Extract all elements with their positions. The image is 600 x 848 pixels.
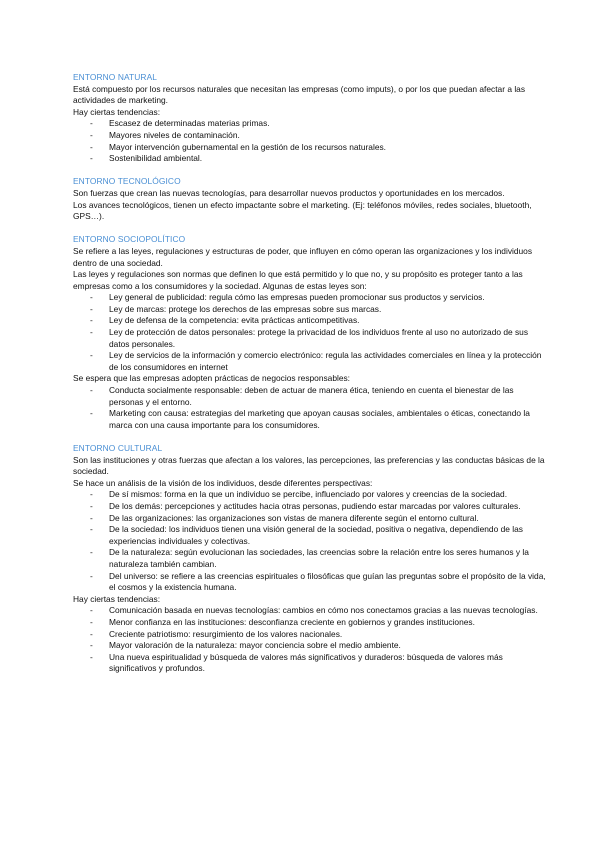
list-item bbox=[73, 292, 550, 304]
paragraph: Se refiere a las leyes, regulaciones y estructuras de poder, que influyen en cómo operan las organizaciones y los individuos dentro de una sociedad. bbox=[73, 245, 533, 268]
list-item-text: Mayor valoración de la naturaleza: mayor conciencia sobre el medio ambiente. bbox=[109, 640, 401, 651]
list-item bbox=[73, 315, 550, 327]
section bbox=[73, 234, 550, 431]
list-item-text: Conducta socialmente responsable: deben de actuar de manera ética, teniendo en cuenta el bienestar de las personas y el entorno. bbox=[109, 385, 514, 407]
paragraph: Está compuesto por los recursos naturales que necesitan las empresas (como imputs), o por los que puedan afectar a las actividades de marketing. bbox=[73, 83, 526, 106]
paragraph: Hay ciertas tendencias: bbox=[73, 593, 161, 604]
list-item bbox=[73, 153, 550, 165]
dash-bullet-icon: - bbox=[90, 628, 93, 639]
dash-bullet-icon: - bbox=[90, 350, 93, 361]
list-item bbox=[73, 501, 550, 513]
section-heading: ENTORNO NATURAL bbox=[73, 72, 158, 82]
dash-bullet-icon: - bbox=[90, 605, 93, 616]
list-item bbox=[73, 408, 550, 431]
list-item bbox=[73, 130, 550, 142]
section bbox=[73, 72, 550, 165]
dash-bullet-icon: - bbox=[90, 118, 93, 129]
dash-bullet-icon: - bbox=[90, 651, 93, 662]
list-item bbox=[73, 142, 550, 154]
list-item-text: De las organizaciones: las organizaciones son vistas de manera diferente según el entorno cultural. bbox=[109, 512, 479, 523]
dash-bullet-icon: - bbox=[90, 500, 93, 511]
dash-bullet-icon: - bbox=[90, 129, 93, 140]
list-item-text: De la naturaleza: según evolucionan las sociedades, las creencias sobre la relación entre los seres humanos y la naturaleza también cambian. bbox=[109, 547, 529, 569]
paragraph: Los avances tecnológicos, tienen un efecto impactante sobre el marketing. (Ej: teléfonos móviles, redes sociales, bluetooth, GPS…). bbox=[73, 199, 532, 222]
section-heading: ENTORNO SOCIOPOLÍTICO bbox=[73, 234, 186, 245]
list-item-text: De la sociedad: los individuos tienen una visión general de la sociedad, positiva o negativa, dependiendo de las experiencias individuales y colectivas. bbox=[109, 524, 523, 546]
dash-bullet-icon: - bbox=[90, 512, 93, 523]
section-heading: ENTORNO CULTURAL bbox=[73, 443, 163, 453]
dash-bullet-icon: - bbox=[90, 524, 93, 535]
list-item bbox=[73, 327, 550, 350]
bullet-list bbox=[73, 292, 550, 373]
list-item-text: Ley de defensa de la competencia: evita prácticas anticompetitivas. bbox=[109, 315, 360, 326]
dash-bullet-icon: - bbox=[90, 408, 93, 419]
list-item-text: Ley de marcas: protege los derechos de las empresas sobre sus marcas. bbox=[109, 303, 382, 314]
list-item-text: Marketing con causa: estrategias del marketing que apoyan causas sociales, ambientales o éticas, conectando la marca con una causa importante para los consumidores. bbox=[109, 408, 530, 430]
list-item-text: Ley general de publicidad: regula cómo las empresas pueden promocionar sus productos y servicios. bbox=[109, 292, 485, 303]
list-item bbox=[73, 350, 550, 373]
list-item bbox=[73, 640, 550, 652]
bullet-list bbox=[73, 605, 550, 675]
list-item bbox=[73, 513, 550, 525]
list-item bbox=[73, 629, 550, 641]
list-item-text: Una nueva espiritualidad y búsqueda de valores más significativos y duraderos: búsqueda de valores más significativos y profundos. bbox=[109, 651, 503, 674]
list-item-text: Ley de servicios de la información y comercio electrónico: regula las actividades comerciales en línea y la protección de los consumidores en internet bbox=[109, 350, 542, 372]
dash-bullet-icon: - bbox=[90, 292, 93, 303]
paragraph: Las leyes y regulaciones son normas que definen lo que está permitido y lo que no, y su propósito es proteger tanto a las empresas como a los consumidores y la sociedad. Algunas de estas leyes son: bbox=[73, 269, 523, 291]
section bbox=[73, 443, 550, 675]
paragraph: Se espera que las empresas adopten prácticas de negocios responsables: bbox=[73, 373, 351, 384]
dash-bullet-icon: - bbox=[90, 489, 93, 500]
dash-bullet-icon: - bbox=[90, 303, 93, 314]
list-item-text: Ley de protección de datos personales: protege la privacidad de los individuos frente al uso no autorizado de sus datos personales. bbox=[109, 327, 529, 349]
list-item bbox=[73, 304, 550, 316]
list-item-text: Menor confianza en las instituciones: desconfianza creciente en gobiernos y grandes instituciones. bbox=[109, 616, 475, 627]
list-item-text: Mayores niveles de contaminación. bbox=[109, 129, 240, 140]
bullet-list bbox=[73, 489, 550, 593]
dash-bullet-icon: - bbox=[90, 327, 93, 338]
section-heading: ENTORNO TECNOLÓGICO bbox=[73, 176, 181, 187]
paragraph: Hay ciertas tendencias: bbox=[73, 106, 161, 117]
list-item bbox=[73, 385, 550, 408]
dash-bullet-icon: - bbox=[90, 315, 93, 326]
list-item-text: Mayor intervención gubernamental en la gestión de los recursos naturales. bbox=[109, 141, 386, 152]
list-item-text: Del universo: se refiere a las creencias espirituales o filosóficas que guían las preguntas sobre el propósito de la vida, el cosmos y la existencia humana. bbox=[109, 570, 546, 593]
list-item bbox=[73, 118, 550, 130]
list-item bbox=[73, 524, 550, 547]
dash-bullet-icon: - bbox=[90, 570, 93, 581]
dash-bullet-icon: - bbox=[90, 153, 93, 164]
section bbox=[73, 176, 550, 222]
paragraph: Se hace un análisis de la visión de los individuos, desde diferentes perspectivas: bbox=[73, 477, 373, 488]
list-item-text: De los demás: percepciones y actitudes hacia otras personas, pudiendo estar marcadas por valores culturales. bbox=[109, 500, 521, 511]
list-item-text: Escasez de determinadas materias primas. bbox=[109, 118, 270, 129]
list-item bbox=[73, 617, 550, 629]
bullet-list bbox=[73, 385, 550, 431]
list-item bbox=[73, 605, 550, 617]
list-item-text: Comunicación basada en nuevas tecnologías: cambios en cómo nos conectamos gracias a las nuevas tecnologías. bbox=[109, 605, 538, 616]
list-item bbox=[73, 571, 550, 594]
paragraph: Son las instituciones y otras fuerzas que afectan a los valores, las percepciones, las preferencias y las conductas básicas de la sociedad. bbox=[73, 454, 545, 477]
list-item bbox=[73, 547, 550, 570]
list-item-text: Sostenibilidad ambiental. bbox=[109, 153, 203, 164]
list-item-text: De sí mismos: forma en la que un individuo se percibe, influenciado por valores y creencias de la sociedad. bbox=[109, 489, 508, 500]
dash-bullet-icon: - bbox=[90, 141, 93, 152]
bullet-list bbox=[73, 118, 550, 164]
list-item bbox=[73, 489, 550, 501]
dash-bullet-icon: - bbox=[90, 640, 93, 651]
dash-bullet-icon: - bbox=[90, 547, 93, 558]
dash-bullet-icon: - bbox=[90, 385, 93, 396]
dash-bullet-icon: - bbox=[90, 616, 93, 627]
list-item bbox=[73, 652, 550, 675]
list-item-text: Creciente patriotismo: resurgimiento de los valores nacionales. bbox=[109, 628, 343, 639]
paragraph: Son fuerzas que crean las nuevas tecnologías, para desarrollar nuevos productos y oportunidades en los mercados. bbox=[73, 187, 505, 198]
